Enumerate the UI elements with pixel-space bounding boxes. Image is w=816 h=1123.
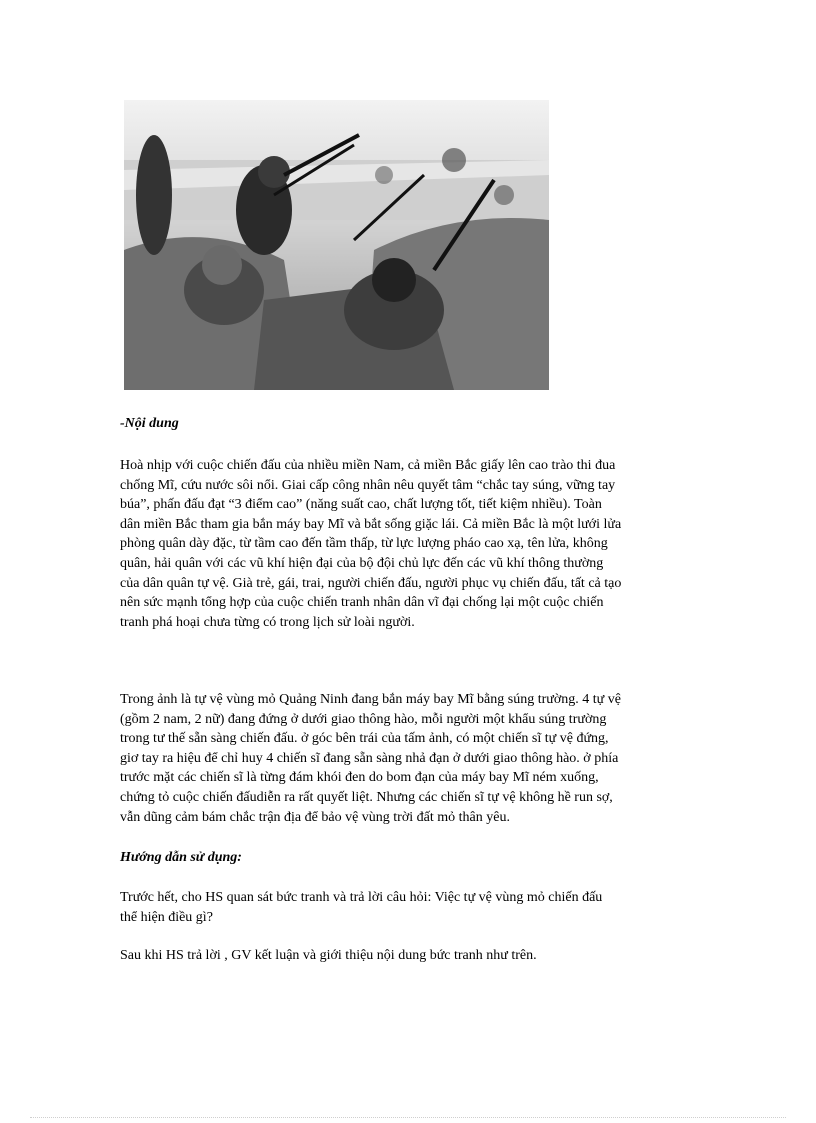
text-line: trước mặt các chiến sĩ là từng đám khói đen do bom đạn của máy bay Mĩ ném xuống, <box>120 770 599 786</box>
text-line: Hoà nhịp với cuộc chiến đấu của nhiều miền Nam, cả miền Bắc giấy lên cao trào thi đua <box>120 458 616 473</box>
text-line: dân miền Bắc tham gia bắn máy bay Mĩ và bắt sống giặc lái. Cả miền Bắc là một lưới lửa <box>120 516 622 532</box>
text-line: quân, hải quân với các vũ khí hiện đại của bộ đội chủ lực đến các vũ khí thông thường <box>120 555 604 571</box>
heading-content: -Nội dung <box>120 416 179 431</box>
page-bottom-divider <box>30 1117 786 1118</box>
heading-usage: Hướng dẫn sử dụng: <box>120 850 242 865</box>
text-line: Sau khi HS trả lời , GV kết luận và giới thiệu nội dung bức tranh như trên. <box>120 948 537 963</box>
text-line: Trước hết, cho HS quan sát bức tranh và trả lời câu hỏi: Việc tự vệ vùng mỏ chiến đấu <box>120 890 603 905</box>
text-line: của dân quân tự vệ. Già trẻ, gái, trai, người chiến đấu, người phục vụ chiến đấu, tất cả tạo <box>120 575 622 591</box>
historical-photo <box>124 100 549 390</box>
text-line: trong tư thế sẵn sàng chiến đấu. ở góc bên trái của tấm ảnh, có một chiến sĩ tự vệ đứng, <box>120 731 609 747</box>
text-line: chống Mĩ, cứu nước sôi nổi. Giai cấp công nhân nêu quyết tâm “chắc tay súng, vững tay <box>120 477 616 493</box>
text-line: giơ tay ra hiệu để chỉ huy 4 chiến sĩ đang sẵn sàng nhả đạn ở dưới giao thông hào. ở phía <box>120 750 619 766</box>
text-line: búa”, phấn đấu đạt “3 điểm cao” (năng suất cao, chất lượng tốt, tiết kiệm nhiều). Toàn <box>120 497 602 513</box>
paragraph-context <box>120 456 700 632</box>
text-line: tranh phá hoại chưa từng có trong lịch sử loài người. <box>120 614 415 630</box>
text-line: vẫn dũng cảm bám chắc trận địa để bảo vệ vùng trời đất mỏ thân yêu. <box>120 809 510 825</box>
paragraph-instruction-1 <box>120 888 700 927</box>
text-line: thể hiện điều gì? <box>120 909 213 925</box>
text-line: phòng quân dày đặc, từ tầm cao đến tầm thấp, từ lực lượng pháo cao xạ, tên lửa, không <box>120 536 608 552</box>
text-line: (gồm 2 nam, 2 nữ) đang đứng ở dưới giao thông hào, mỗi người một khẩu súng trường <box>120 711 607 727</box>
text-line: nên sức mạnh tổng hợp của cuộc chiến tranh nhân dân vĩ đại chống lại một cuộc chiến <box>120 595 604 611</box>
text-line: Trong ảnh là tự vệ vùng mỏ Quảng Ninh đang bắn máy bay Mĩ bằng súng trường. 4 tự vệ <box>120 692 621 707</box>
text-line: chứng tỏ cuộc chiến đấudiễn ra rất quyết liệt. Nhưng các chiến sĩ tự vệ không hề run sợ, <box>120 789 613 805</box>
paragraph-instruction-2 <box>120 946 700 966</box>
paragraph-photo-description <box>120 690 700 827</box>
